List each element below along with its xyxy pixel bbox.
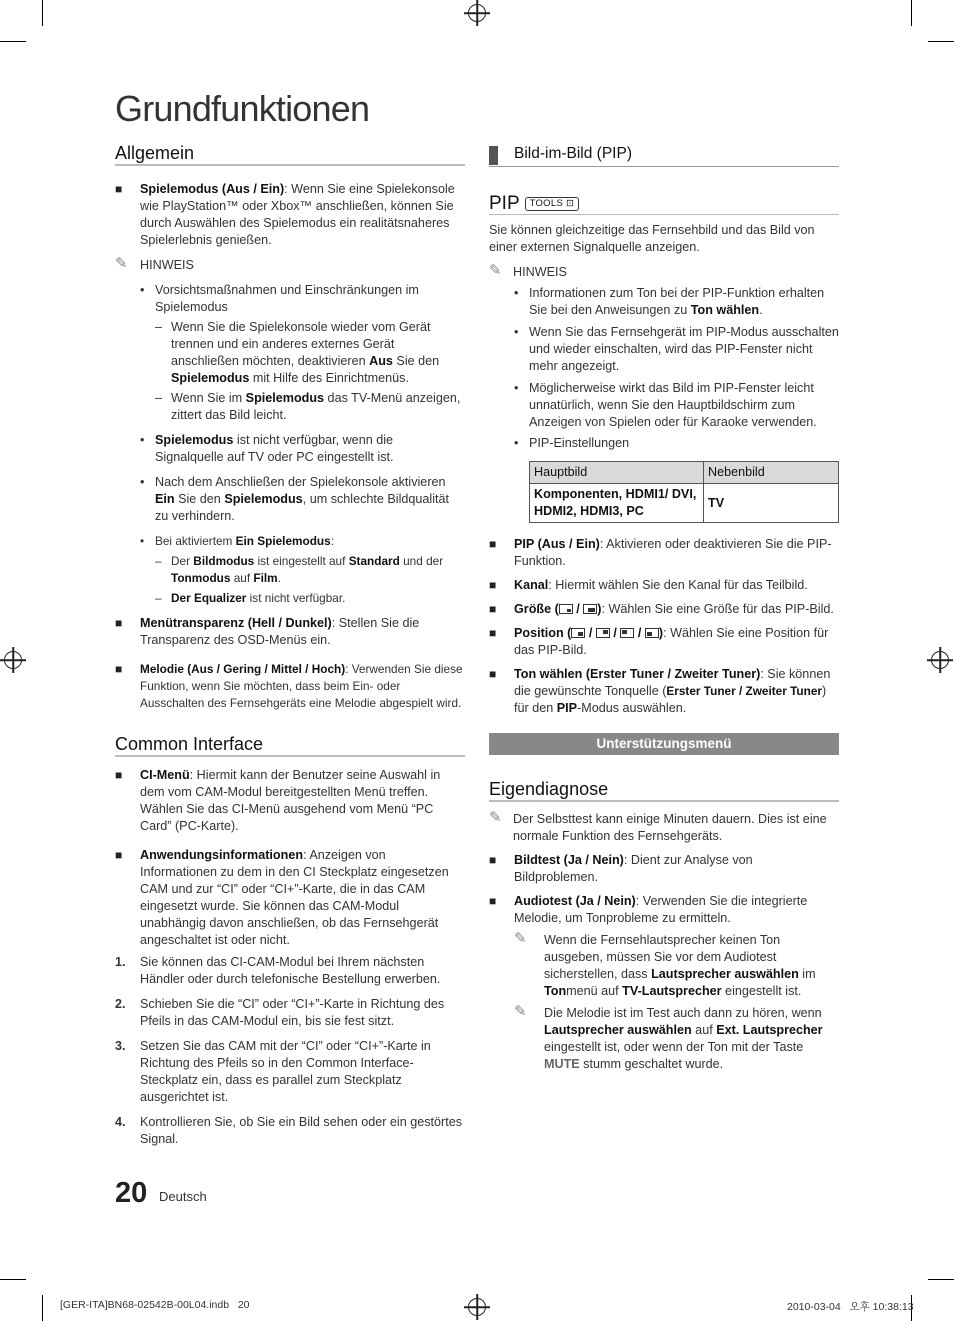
page-title: Grundfunktionen — [115, 88, 370, 129]
list-item — [115, 615, 465, 649]
sub-list — [140, 553, 465, 607]
list-item: • Möglicherweise wirkt das Bild im PIP-Fenster leicht unnatürlich, wenn Sie den Hauptbildschirm zum Anzeigen von Spielen oder für Karaoke verwenden. — [514, 381, 817, 429]
item-text: : Hiermit wählen Sie den Kanal für das Teilbild. — [548, 578, 808, 592]
bullet-square-icon: ■ — [489, 602, 497, 616]
text: : — [330, 534, 334, 548]
list-item — [115, 1038, 465, 1106]
text: Spielemodus — [171, 371, 250, 385]
text: Film — [253, 571, 278, 585]
text: und der — [399, 554, 444, 568]
step-text: Schieben Sie die “CI” oder “CI+”-Karte in Richtung des Pfeils in das CAM-Modul ein, bis sie fest sitzt. — [140, 997, 445, 1028]
list-item: – Der Equalizer ist nicht verfügbar. — [155, 591, 346, 605]
text: eingestellt ist. — [721, 984, 802, 998]
text: ist eingestellt auf — [254, 554, 349, 568]
print-date: 2010-03-04 오후 10:38:13 — [787, 1301, 914, 1313]
table-row — [530, 484, 839, 523]
text: Ton — [544, 984, 567, 998]
text: Nach dem Anschließen der Spielekonsole aktivieren — [155, 475, 446, 489]
table-header-cell: Hauptbild — [530, 462, 704, 484]
list-item — [489, 601, 839, 618]
text: Der — [171, 554, 194, 568]
item-label: Menütransparenz (Hell / Dunkel) — [140, 616, 332, 630]
list-item: • Spielemodus ist nicht verfügbar, wenn die Signalquelle auf TV oder PC eingestellt ist. — [140, 433, 394, 464]
registration-mark-icon — [4, 651, 22, 669]
text: Sie den — [392, 354, 440, 368]
list-item — [115, 954, 465, 988]
support-menu-banner: Unterstützungsmenü — [489, 733, 839, 755]
item-text: : Wählen Sie eine Position für das PIP-Bild. — [514, 626, 829, 657]
item-text: : Anzeigen von Informationen zu dem in den CI Steckplatz eingesetzen CAM und zur “CI” oder “CI+”-Karte, die in das CAM eingesetzt wurde. Sie können das CAM-Modul unabhängig davon anschließen, ob das Fernsehgerät angeschaltet ist oder nicht. — [140, 848, 449, 947]
text: Tonmodus — [171, 571, 231, 585]
right-column — [489, 145, 839, 1073]
text: Spielemodus — [245, 391, 325, 405]
note — [514, 932, 839, 1000]
text: . — [277, 571, 281, 585]
separator: / — [576, 602, 580, 616]
section-heading-allgemein: Allgemein — [115, 145, 465, 166]
item-label: Melodie (Aus / Gering / Mittel / Hoch) — [140, 662, 346, 676]
hinweis-heading — [115, 257, 465, 274]
list-item: • Bei aktiviertem Ein Spielemodus: — [140, 534, 334, 548]
bullet-square-icon: ■ — [489, 853, 497, 867]
text: stumm geschaltet wurde. — [579, 1057, 724, 1071]
crop-mark — [928, 1279, 954, 1280]
text: Bildmodus — [193, 554, 255, 568]
pip-position-icon — [571, 628, 585, 638]
item-text: : Aktivieren oder deaktivieren Sie die PIP-Funktion. — [514, 537, 832, 568]
page-number: 20 — [115, 1177, 148, 1209]
text: Ext. Lautsprecher — [716, 1023, 823, 1037]
text: auf — [230, 571, 254, 585]
text: Spielemodus — [224, 492, 303, 506]
list-item: • Nach dem Anschließen der Spielekonsole aktivieren Ein Sie den Spielemodus, um schlechte Bildqualität zu verhindern. — [140, 475, 450, 523]
section-marker-icon — [489, 146, 498, 165]
text: ist nicht verfügbar. — [246, 591, 346, 605]
text: . — [759, 303, 763, 317]
text: Informationen zum Ton bei der PIP-Funktion erhalten Sie bei den Anweisungen zu — [529, 286, 825, 317]
text: , um schlechte Bildqualität zu verhindern. — [155, 492, 450, 523]
text: : Sie können die gewünschte Tonquelle ( — [514, 667, 831, 698]
text: Möglicherweise wirkt das Bild im PIP-Fenster leicht unnatürlich, wenn Sie den Hauptbildschirm zum Anzeigen von Spielen oder für Karaoke verwenden. — [529, 381, 817, 429]
pencil-note-icon: ✎ — [489, 262, 502, 279]
item-text: : Stellen Sie die Transparenz des OSD-Menüs ein. — [140, 616, 420, 647]
text: Aus — [369, 354, 393, 368]
list-item: • Wenn Sie das Fernsehgerät im PIP-Modus ausschalten und wieder einschalten, wird das PIP-Fenster nicht mehr angezeigt. — [514, 325, 839, 373]
note — [489, 811, 839, 845]
list-item — [489, 666, 839, 717]
step-text: Setzen Sie das CAM mit der “CI” oder “CI+”-Karte in Richtung des Pfeils so in den Common Interface-Steckplatz ein, dass es parallel zum Steckplatz ausgerichtet ist. — [140, 1039, 431, 1104]
tools-label: TOOLS — [529, 198, 564, 209]
bullet-square-icon: ■ — [115, 662, 123, 676]
audio-notes — [489, 932, 839, 1073]
hinweis-heading — [489, 264, 839, 281]
list-item: • Vorsichtsmaßnahmen und Einschränkungen im Spielemodus — [140, 283, 419, 314]
table-cell: Komponenten, HDMI1/ DVI, HDMI2, HDMI3, PC — [530, 484, 704, 523]
text: Der Equalizer — [171, 591, 247, 605]
bullet-square-icon: ■ — [115, 182, 123, 196]
list-item: – Der Bildmodus ist eingestellt auf Standard und der Tonmodus auf Film. — [155, 554, 444, 585]
table-header-row — [530, 462, 839, 484]
pip-heading — [489, 195, 839, 215]
text: Bei aktiviertem — [155, 534, 236, 548]
item-text: : Wählen Sie eine Größe für das PIP-Bild. — [601, 602, 834, 616]
item-label: Anwendungsinformationen — [140, 848, 304, 862]
item-label: Position ( — [514, 626, 572, 640]
bullet-square-icon: ■ — [115, 848, 123, 862]
file-info: [GER-ITA]BN68-02542B-00L04.indb 20 — [60, 1299, 250, 1311]
sub-list — [140, 319, 465, 424]
separator: / — [637, 626, 642, 640]
crop-mark — [0, 1279, 26, 1280]
hinweis-list — [489, 285, 839, 452]
step-number: 3. — [115, 1039, 126, 1053]
separator: / — [613, 626, 617, 640]
list-item — [115, 847, 465, 949]
text: mit Hilfe des Einrichtmenüs. — [249, 371, 409, 385]
list-item: • Informationen zum Ton bei der PIP-Funktion erhalten Sie bei den Anweisungen zu Ton wählen. — [514, 286, 825, 317]
pip-position-icon — [596, 628, 610, 638]
crop-mark — [928, 41, 954, 42]
item-label: CI-Menü — [140, 768, 190, 782]
step-number: 1. — [115, 955, 126, 969]
hinweis-label: HINWEIS — [140, 258, 194, 272]
item-label: Audiotest (Ja / Nein) — [514, 894, 636, 908]
list-item — [115, 767, 465, 835]
hinweis-label: HINWEIS — [513, 265, 567, 279]
pip-position-icon — [645, 628, 659, 638]
text: menü auf — [566, 984, 623, 998]
table-cell: TV — [704, 484, 839, 523]
bullet-square-icon: ■ — [489, 667, 497, 681]
item-label: Kanal — [514, 578, 549, 592]
step-number: 4. — [115, 1115, 126, 1129]
list-item — [115, 996, 465, 1030]
list-item: • PIP-Einstellungen — [514, 436, 630, 450]
crop-mark — [911, 0, 912, 26]
bullet-square-icon: ■ — [489, 894, 497, 908]
list-item: – Wenn Sie die Spielekonsole wieder vom Gerät trennen und ein anderes externes Gerät anschließen möchten, deaktivieren Aus Sie den Spielemodus mit Hilfe des Einrichtmenüs. — [155, 320, 440, 385]
item-label: Größe ( — [514, 602, 559, 616]
table-header-cell: Nebenbild — [704, 462, 839, 484]
crop-mark — [42, 1295, 43, 1321]
tools-badge-icon: TOOLS ⊡ — [525, 197, 580, 211]
registration-mark-icon — [931, 651, 949, 669]
text: ist nicht verfügbar, wenn die Signalquelle auf TV oder PC eingestellt ist. — [155, 433, 394, 464]
page-language: Deutsch — [159, 1189, 207, 1204]
pip-heading-text: PIP — [489, 193, 520, 214]
text: Ton wählen — [690, 303, 760, 317]
pencil-note-icon: ✎ — [489, 809, 502, 826]
text: Lautsprecher auswählen — [651, 967, 799, 981]
crop-mark — [42, 0, 43, 26]
step-text: Sie können das CI-CAM-Modul bei Ihrem nächsten Händler oder durch telefonische Bestellung erwerben. — [140, 955, 441, 986]
pip-intro: Sie können gleichzeitige das Fernsehbild und das Bild von einer externen Signalquelle anzeigen. — [489, 223, 815, 254]
pip-size-icon — [583, 604, 597, 614]
text: MUTE — [544, 1057, 580, 1071]
list-item — [115, 1114, 465, 1148]
bullet-square-icon: ■ — [115, 616, 123, 630]
step-number: 2. — [115, 997, 126, 1011]
item-label: Ton wählen (Erster Tuner / Zweiter Tuner) — [514, 667, 761, 681]
list-item: – Wenn Sie im Spielemodus das TV-Menü anzeigen, zittert das Bild leicht. — [155, 391, 461, 422]
text: Standard — [348, 554, 400, 568]
list-item — [489, 536, 839, 570]
bullet-square-icon: ■ — [115, 768, 123, 782]
text: Wenn Sie die Spielekonsole wieder vom Gerät trennen und ein anderes externes Gerät anschließen möchten, deaktivieren — [171, 320, 431, 368]
text: im — [798, 967, 816, 981]
text: Wenn Sie das Fernsehgerät im PIP-Modus ausschalten und wieder einschalten, wird das PIP-Fenster nicht mehr angezeigt. — [529, 325, 839, 373]
text: Ein Spielemodus — [235, 534, 331, 548]
left-column — [115, 145, 465, 1148]
bullet-square-icon: ■ — [489, 537, 497, 551]
text: Sie den — [174, 492, 225, 506]
item-text: : Verwenden Sie die integrierte Melodie, um Tonprobleme zu ermitteln. — [514, 894, 808, 925]
pencil-note-icon: ✎ — [514, 930, 527, 947]
item-text: : Verwenden Sie diese Funktion, wenn Sie möchten, dass beim Ein- oder Ausschalten des Fernsehgeräts eine Melodie abgespielt wird. — [140, 662, 463, 710]
section-title — [489, 145, 839, 167]
registration-mark-icon — [468, 1298, 486, 1316]
item-text: Vorsichtsmaßnahmen und Einschränkungen im Spielemodus — [155, 283, 419, 314]
text: Ein — [155, 492, 175, 506]
text: PIP — [556, 701, 578, 715]
item-label: ) — [597, 602, 602, 616]
text: das TV-Menü anzeigen, zittert das Bild leicht. — [171, 391, 461, 422]
text: Spielemodus — [155, 433, 234, 447]
item-label: Bildtest (Ja / Nein) — [514, 853, 624, 867]
item-text: : Hiermit kann der Benutzer seine Auswahl in dem vom CAM-Modul bereitgestellten Menü treffen. Wählen Sie das CI-Menü ausgehend vom Menü “PC Card” (PC-Karte). — [140, 768, 441, 833]
text: TV-Lautsprecher — [622, 984, 722, 998]
item-text: : Dient zur Analyse von Bildproblemen. — [514, 853, 753, 884]
section-heading-eigendiagnose: Eigendiagnose — [489, 781, 839, 802]
item-label: PIP (Aus / Ein) — [514, 537, 600, 551]
list-item — [115, 661, 465, 712]
registration-mark-icon — [468, 4, 486, 22]
text: auf — [691, 1023, 717, 1037]
hinweis-list — [115, 282, 465, 607]
item-label: ) — [658, 626, 664, 640]
text: Wenn Sie im — [171, 391, 246, 405]
bullet-square-icon: ■ — [489, 578, 497, 592]
list-item — [489, 893, 839, 927]
pip-size-icon — [559, 604, 573, 614]
list-item — [115, 181, 465, 249]
separator: / — [588, 626, 593, 640]
item-label: Spielemodus (Aus / Ein) — [140, 182, 285, 196]
note — [514, 1005, 839, 1073]
pip-settings-table — [529, 461, 839, 523]
text: Wenn die Fernsehlautsprecher keinen Ton ausgeben, müssen Sie vor dem Audiotest sicherstellen, dass — [544, 933, 781, 981]
pencil-note-icon: ✎ — [115, 255, 128, 272]
item-text: : Wenn Sie eine Spielekonsole wie PlayStation™ oder Xbox™ anschließen, können Sie durch Auswählen des Spielemodus ein realitätsnaheres Spielerlebnis genießen. — [140, 182, 455, 247]
pip-position-icon — [620, 628, 634, 638]
text: ) für den — [514, 684, 827, 715]
note-text: Der Selbsttest kann einige Minuten dauern. Dies ist eine normale Funktion des Fernsehgeräts. — [513, 812, 827, 843]
list-item — [489, 852, 839, 886]
list-item — [489, 577, 839, 594]
text: Erster Tuner / Zweiter Tuner — [666, 684, 822, 698]
text: PIP-Einstellungen — [529, 436, 630, 450]
list-item — [489, 625, 839, 659]
bullet-square-icon: ■ — [489, 626, 497, 640]
text: Die Melodie ist im Test auch dann zu hören, wenn — [544, 1006, 822, 1020]
step-text: Kontrollieren Sie, ob Sie ein Bild sehen oder ein gestörtes Signal. — [140, 1115, 463, 1146]
section-heading-common-interface: Common Interface — [115, 736, 465, 757]
section-title-text: Bild-im-Bild (PIP) — [514, 145, 632, 162]
text: Lautsprecher auswählen — [544, 1023, 692, 1037]
crop-mark — [0, 41, 26, 42]
text: -Modus auswählen. — [577, 701, 687, 715]
text: eingestellt ist, oder wenn der Ton mit der Taste — [544, 1040, 804, 1054]
pencil-note-icon: ✎ — [514, 1003, 527, 1020]
